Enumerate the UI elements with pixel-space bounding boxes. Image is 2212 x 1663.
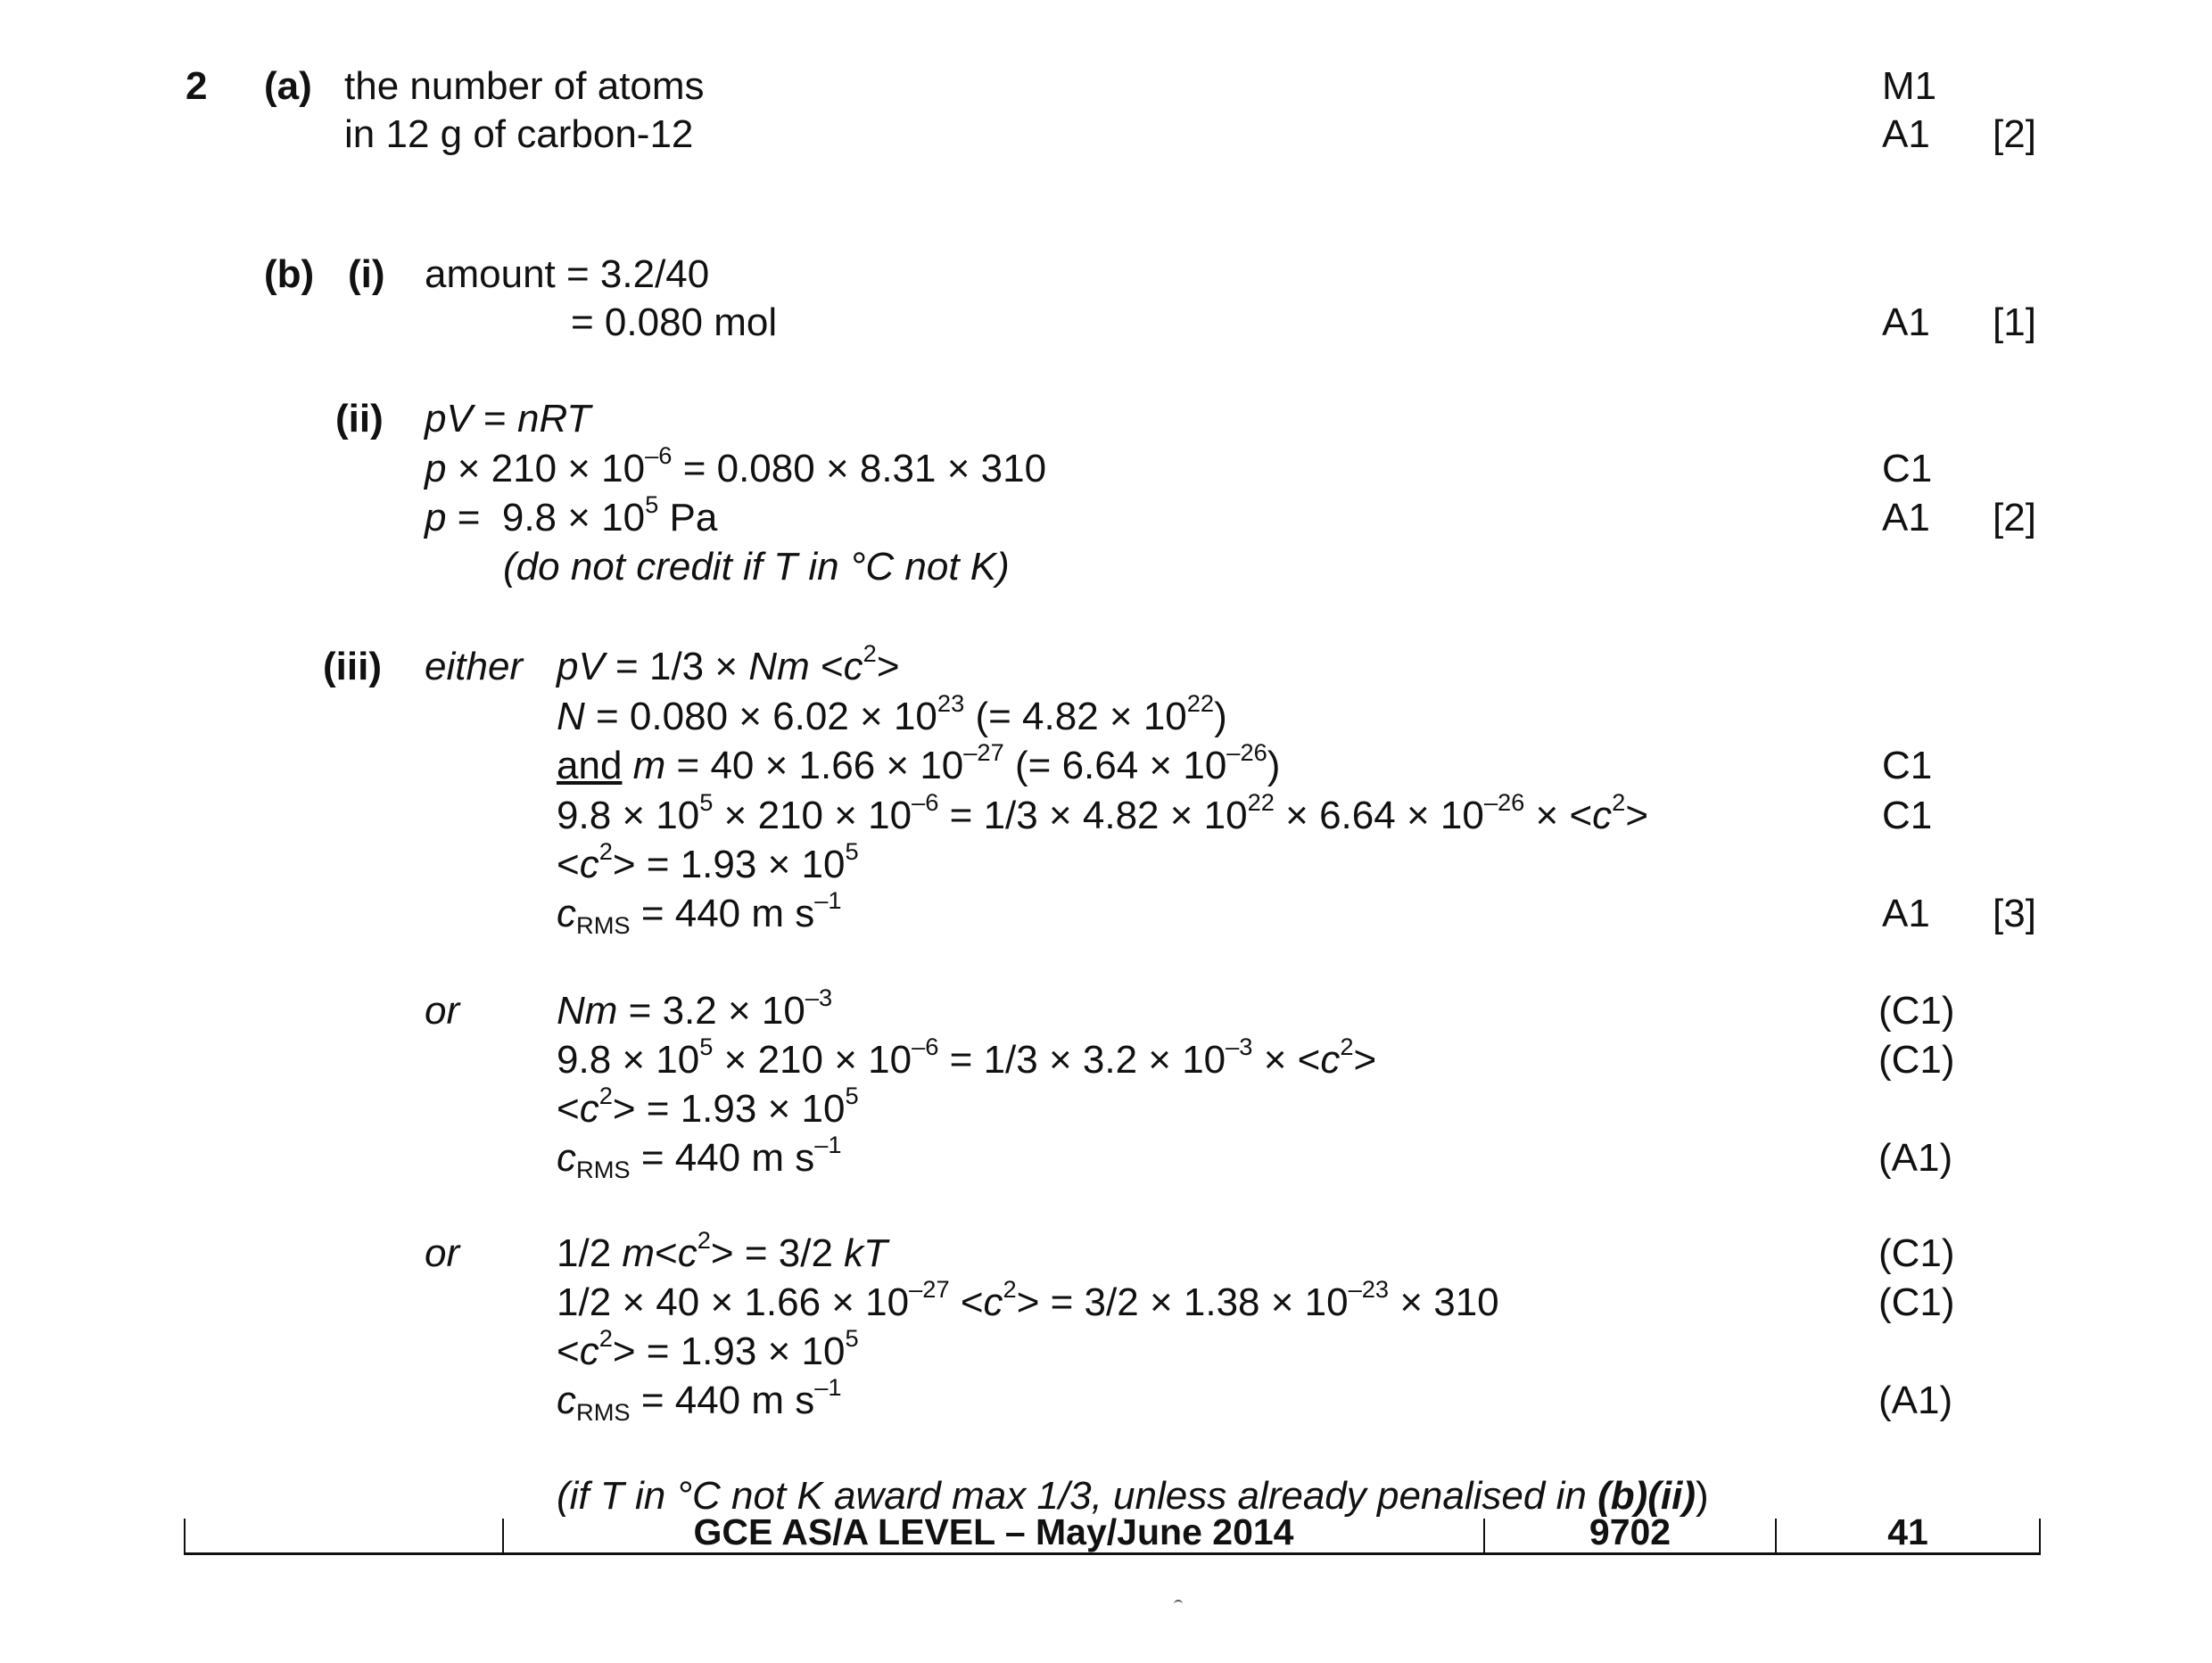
mark-or1-c1a: (C1) bbox=[1878, 989, 1955, 1033]
bii-line-2: $p \times 210 \times 10^{-6} = 0.080 \times 8.31 \times 310$ bbox=[425, 440, 1047, 490]
or1-line-1: $Nm = 3.2 \times 10^{-3}$ bbox=[557, 983, 833, 1033]
or-label-2: or bbox=[425, 1231, 460, 1275]
final-note: (if T in °C not K award max 1/3, unless already penalised in (b)(ii)) bbox=[557, 1474, 1709, 1518]
total-biii: [3] bbox=[1993, 892, 2036, 935]
either-line-4: $9.8 \times 10^5 \times 210 \times 10^{-6} = 1/3 \times 4.82 \times 10^{22} \times 6.64 \times 10^{-26} \times <c^2>$ bbox=[557, 787, 1649, 837]
mark-bii-a1: A1 bbox=[1882, 496, 1930, 539]
bii-note: (do not credit if T in °C not K) bbox=[503, 545, 1010, 589]
mark-either-c1b: C1 bbox=[1882, 794, 1933, 837]
mark-a-2: A1 bbox=[1882, 112, 1930, 156]
total-bii: [2] bbox=[1993, 496, 2036, 539]
footer-divider-left bbox=[184, 1519, 186, 1554]
mark-bii-c1: C1 bbox=[1882, 447, 1933, 490]
total-bi: [1] bbox=[1993, 300, 2036, 344]
footer-paper: 41 bbox=[1887, 1511, 1928, 1552]
either-line-3: and $m = 40 \times 1.66 \times 10^{-27}$ (= $6.64 \times 10^{-26}$) bbox=[557, 737, 1281, 787]
either-line-2: $N = 0.080 \times 6.02 \times 10^{23}$ (= $4.82 \times 10^{22}$) bbox=[557, 688, 1227, 738]
bii-line-1: pV = nRT bbox=[425, 397, 591, 440]
or2-line-3: $<c^2> = 1.93 \times 10^5$ bbox=[557, 1323, 859, 1373]
part-a-line-2: in 12 g of carbon-12 bbox=[344, 112, 694, 156]
mark-either-c1a: C1 bbox=[1882, 744, 1933, 787]
or-label-1: or bbox=[425, 989, 460, 1033]
question-number: 2 bbox=[186, 64, 208, 108]
part-bi-label: (i) bbox=[348, 252, 385, 296]
footer-syllabus: 9702 bbox=[1589, 1511, 1671, 1552]
bi-line-2: = 0.080 mol bbox=[571, 300, 778, 344]
either-line-1: pV = $1/3 \times Nm <c^2>$ bbox=[557, 638, 900, 688]
or2-line-1: 1/2 $m<c^2> = 3/2$ kT bbox=[557, 1225, 888, 1275]
mark-or1-a1: (A1) bbox=[1878, 1136, 1953, 1180]
stray-mark bbox=[1174, 1600, 1183, 1607]
or1-line-3: $<c^2> = 1.93 \times 10^5$ bbox=[557, 1081, 859, 1131]
or2-line-4: $c_{RMS} = 440$ m $s^{-1}$ bbox=[557, 1372, 842, 1427]
bi-line-1: amount = 3.2/40 bbox=[425, 252, 710, 296]
part-a-line-1: the number of atoms bbox=[344, 64, 705, 108]
part-biii-label: (iii) bbox=[323, 645, 382, 688]
part-b-label: (b) bbox=[264, 252, 315, 296]
part-a-label: (a) bbox=[264, 64, 312, 108]
mark-or2-c1a: (C1) bbox=[1878, 1231, 1955, 1275]
part-bii-label: (ii) bbox=[335, 397, 384, 440]
total-a: [2] bbox=[1993, 112, 2036, 156]
mark-or2-c1b: (C1) bbox=[1878, 1280, 1955, 1324]
either-label: either bbox=[425, 645, 524, 688]
either-line-6: $c_{RMS} = 440$ m $s^{-1}$ bbox=[557, 885, 842, 940]
mark-either-a1: A1 bbox=[1882, 892, 1930, 935]
mark-or1-c1b: (C1) bbox=[1878, 1038, 1955, 1082]
bii-line-3: $p = 9.8 \times 10^5$ Pa bbox=[425, 490, 718, 539]
footer-exam: GCE AS/A LEVEL – May/June 2014 bbox=[693, 1511, 1294, 1552]
or1-line-4: $c_{RMS} = 440$ m $s^{-1}$ bbox=[557, 1130, 842, 1184]
or1-line-2: $9.8 \times 10^5 \times 210 \times 10^{-6} = 1/3 \times 3.2 \times 10^{-3} \times <c^2>$ bbox=[557, 1032, 1377, 1082]
either-line-5: $<c^2> = 1.93 \times 10^5$ bbox=[557, 836, 859, 886]
or2-line-2: $1/2 \times 40 \times 1.66 \times 10^{-27} <c^2> = 3/2 \times 1.38 \times 10^{-23} \times 310$ bbox=[557, 1274, 1499, 1324]
mark-or2-a1: (A1) bbox=[1878, 1379, 1953, 1422]
footer-divider-right bbox=[2039, 1519, 2041, 1554]
mark-a-1: M1 bbox=[1882, 64, 1937, 108]
mark-bi: A1 bbox=[1882, 300, 1930, 344]
